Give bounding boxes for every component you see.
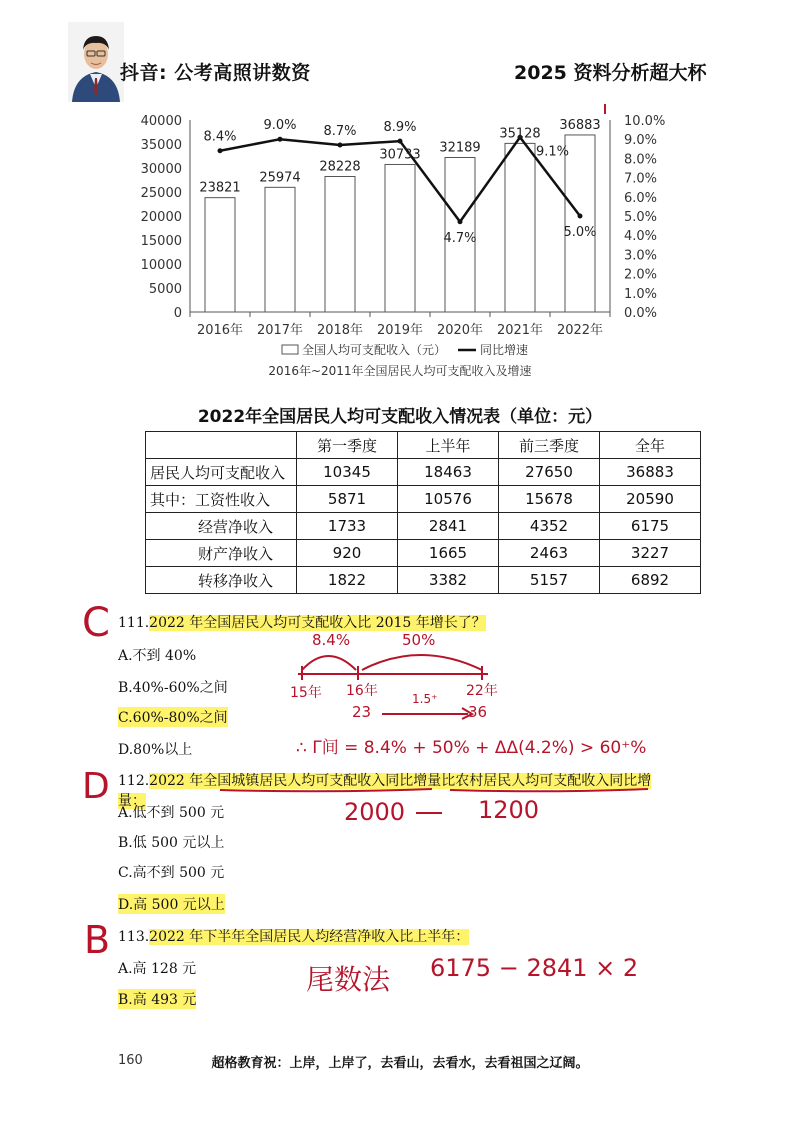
growth-value-label: 9.1% (536, 144, 570, 160)
header-channel: 抖音: 公考高照讲数资 (120, 62, 311, 84)
growth-value-label: 8.9% (383, 120, 417, 136)
minus-icon (416, 812, 442, 814)
arrow-icon (380, 704, 480, 720)
option-113-b: B.高 493 元 (118, 989, 196, 1009)
growth-point (458, 219, 463, 224)
note-method: 尾数法 (306, 963, 391, 996)
table-row-label: 经营净收入 (146, 513, 297, 540)
option-112-c: C.高不到 500 元 (118, 865, 225, 881)
question-text: 2022 年全国居民人均可支配收入比 2015 年增长了？ (149, 615, 486, 631)
table-cell: 4352 (499, 513, 600, 540)
question-number: 111. (118, 615, 150, 631)
table-cell: 6175 (600, 513, 701, 540)
table-header-cell: 上半年 (398, 432, 499, 459)
answer-mark-111: C (82, 600, 110, 646)
chart-bar (385, 164, 415, 312)
note-pct-50: 50% (402, 631, 436, 649)
growth-value-label: 8.4% (203, 129, 237, 145)
header-series-title: 2025 资料分析超大杯 (514, 62, 707, 84)
bar-value-label: 28228 (319, 159, 361, 175)
underline-marks (218, 786, 658, 794)
table-cell: 6892 (600, 567, 701, 594)
bar-value-label: 32189 (439, 140, 481, 156)
note-year-22: 22年 (466, 683, 498, 699)
table-header-cell: 全年 (600, 432, 701, 459)
table-cell: 20590 (600, 486, 701, 513)
option-111-d: D.80%以上 (118, 742, 193, 758)
y2-tick-label: 4.0% (624, 229, 658, 245)
note-ratio: 1.5⁺ (412, 692, 438, 706)
y-tick-label: 15000 (140, 234, 182, 249)
x-tick-label: 2022年 (556, 323, 604, 338)
table-cell: 1733 (297, 513, 398, 540)
growth-value-label: 5.0% (563, 225, 597, 240)
y2-tick-label: 10.0% (624, 114, 666, 129)
growth-point (578, 214, 583, 219)
question-113 (118, 926, 469, 946)
growth-value-label: 4.7% (443, 230, 477, 246)
table-cell: 5157 (499, 567, 600, 594)
option-112-b: B.低 500 元以上 (118, 835, 225, 851)
note-formula: ∴ Γ间 = 8.4% + 50% + ΔΔ(4.2%) > 60⁺% (296, 738, 647, 758)
option-111-c: C.60%-80%之间 (118, 707, 228, 727)
option-112-a: A.低不到 500 元 (118, 805, 225, 821)
income-table (145, 431, 701, 594)
y2-tick-label: 7.0% (624, 171, 658, 187)
growth-value-label: 9.0% (263, 118, 297, 134)
table-row-label: 财产净收入 (146, 540, 297, 567)
chart-bar (205, 198, 235, 312)
y-tick-label: 10000 (140, 258, 182, 273)
x-tick-label: 2020年 (436, 323, 484, 338)
y2-tick-label: 1.0% (624, 286, 658, 302)
table-row (146, 513, 701, 540)
y2-tick-label: 8.0% (624, 152, 658, 168)
legend-bar-label: 全国人均可支配收入（元） (302, 343, 447, 357)
table-cell: 920 (297, 540, 398, 567)
chart-bar (505, 143, 535, 312)
bar-value-label: 23821 (199, 180, 241, 196)
chart-caption: 2016年~2011年全国居民人均可支配收入及增速 (268, 364, 532, 378)
y-tick-label: 30000 (140, 162, 182, 177)
bar-value-label: 30733 (379, 147, 421, 163)
table-row (146, 540, 701, 567)
table-row-label: 居民人均可支配收入 (146, 459, 297, 486)
table-header-cell: 第一季度 (297, 432, 398, 459)
note-calc-1200: 1200 (478, 796, 540, 824)
x-tick-label: 2016年 (196, 323, 244, 338)
table-cell: 2841 (398, 513, 499, 540)
option-113-a: A.高 128 元 (118, 961, 197, 977)
x-tick-label: 2019年 (376, 323, 424, 338)
y-tick-label: 40000 (140, 114, 182, 129)
table-row (146, 567, 701, 594)
legend-bar-swatch (282, 345, 298, 354)
answer-mark-112: D (82, 766, 110, 807)
chart-bar (265, 187, 295, 312)
table-cell: 15678 (499, 486, 600, 513)
y2-tick-label: 9.0% (624, 133, 658, 149)
table-cell: 10576 (398, 486, 499, 513)
note-value-36: 36 (468, 703, 488, 721)
table-cell: 5871 (297, 486, 398, 513)
x-tick-label: 2017年 (256, 323, 304, 338)
note-year-15: 15年 (290, 685, 322, 701)
legend-line-label: 同比增速 (480, 343, 529, 357)
y2-tick-label: 5.0% (624, 210, 658, 225)
table-cell: 27650 (499, 459, 600, 486)
option-111-a: A.不到 40% (118, 648, 197, 664)
table-title: 2022年全国居民人均可支配收入情况表（单位：元） (197, 407, 603, 427)
growth-point (218, 148, 223, 153)
x-tick-label: 2021年 (496, 323, 544, 338)
table-cell: 10345 (297, 459, 398, 486)
option-112-d: D.高 500 元以上 (118, 894, 225, 914)
table-header-row (146, 432, 701, 459)
table-cell: 2463 (499, 540, 600, 567)
y2-tick-label: 3.0% (624, 248, 658, 264)
table-cell: 1822 (297, 567, 398, 594)
y-tick-label: 0 (173, 306, 182, 321)
question-number: 113. (118, 929, 150, 945)
y-tick-label: 35000 (140, 138, 182, 153)
note-calc-113: 6175 − 2841 × 2 (430, 954, 639, 982)
table-cell: 36883 (600, 459, 701, 486)
x-tick-label: 2018年 (316, 323, 364, 338)
answer-mark-113: B (84, 918, 111, 962)
table-cell: 3227 (600, 540, 701, 567)
table-cell: 3382 (398, 567, 499, 594)
bar-value-label: 36883 (559, 117, 601, 133)
growth-point (398, 139, 403, 144)
table-row-label: 其中：工资性收入 (146, 486, 297, 513)
note-value-23: 23 (352, 703, 372, 721)
question-text: 2022 年全国城镇居民人均可支配收入同比增量比农村居民人均可支配收入同比增量： (118, 773, 652, 809)
question-111 (118, 612, 486, 632)
question-text: 2022 年下半年全国居民人均经营净收入比上半年： (149, 929, 470, 945)
note-year-16: 16年 (346, 683, 378, 699)
chart-bar (325, 177, 355, 312)
presenter-avatar (68, 22, 124, 102)
y-tick-label: 20000 (140, 210, 182, 225)
bar-value-label: 35128 (499, 126, 541, 142)
table-row-label: 转移净收入 (146, 567, 297, 594)
bar-value-label: 25974 (259, 170, 301, 186)
table-header-cell: 前三季度 (499, 432, 600, 459)
table-row (146, 486, 701, 513)
option-111-b: B.40%-60%之间 (118, 680, 228, 696)
page-number: 160 (118, 1053, 143, 1068)
growth-point (338, 142, 343, 147)
y-tick-label: 5000 (148, 282, 182, 297)
table-cell: 1665 (398, 540, 499, 567)
question-number: 112. (118, 773, 150, 789)
note-pct-84: 8.4% (312, 631, 351, 649)
table-cell: 18463 (398, 459, 499, 486)
y-tick-label: 25000 (140, 186, 182, 201)
income-chart (130, 104, 670, 384)
y2-tick-label: 2.0% (624, 267, 658, 283)
note-calc-2000: 2000 (344, 798, 406, 826)
y2-tick-label: 0.0% (624, 306, 658, 321)
y2-tick-label: 6.0% (624, 190, 658, 206)
growth-point (278, 137, 283, 142)
footer-slogan: 超格教育祝：上岸，上岸了，去看山，去看水，去看祖国之辽阔。 (211, 1056, 589, 1071)
table-row (146, 459, 701, 486)
table-header-cell (146, 432, 297, 459)
chart-bar (565, 135, 595, 312)
growth-value-label: 8.7% (323, 123, 357, 139)
